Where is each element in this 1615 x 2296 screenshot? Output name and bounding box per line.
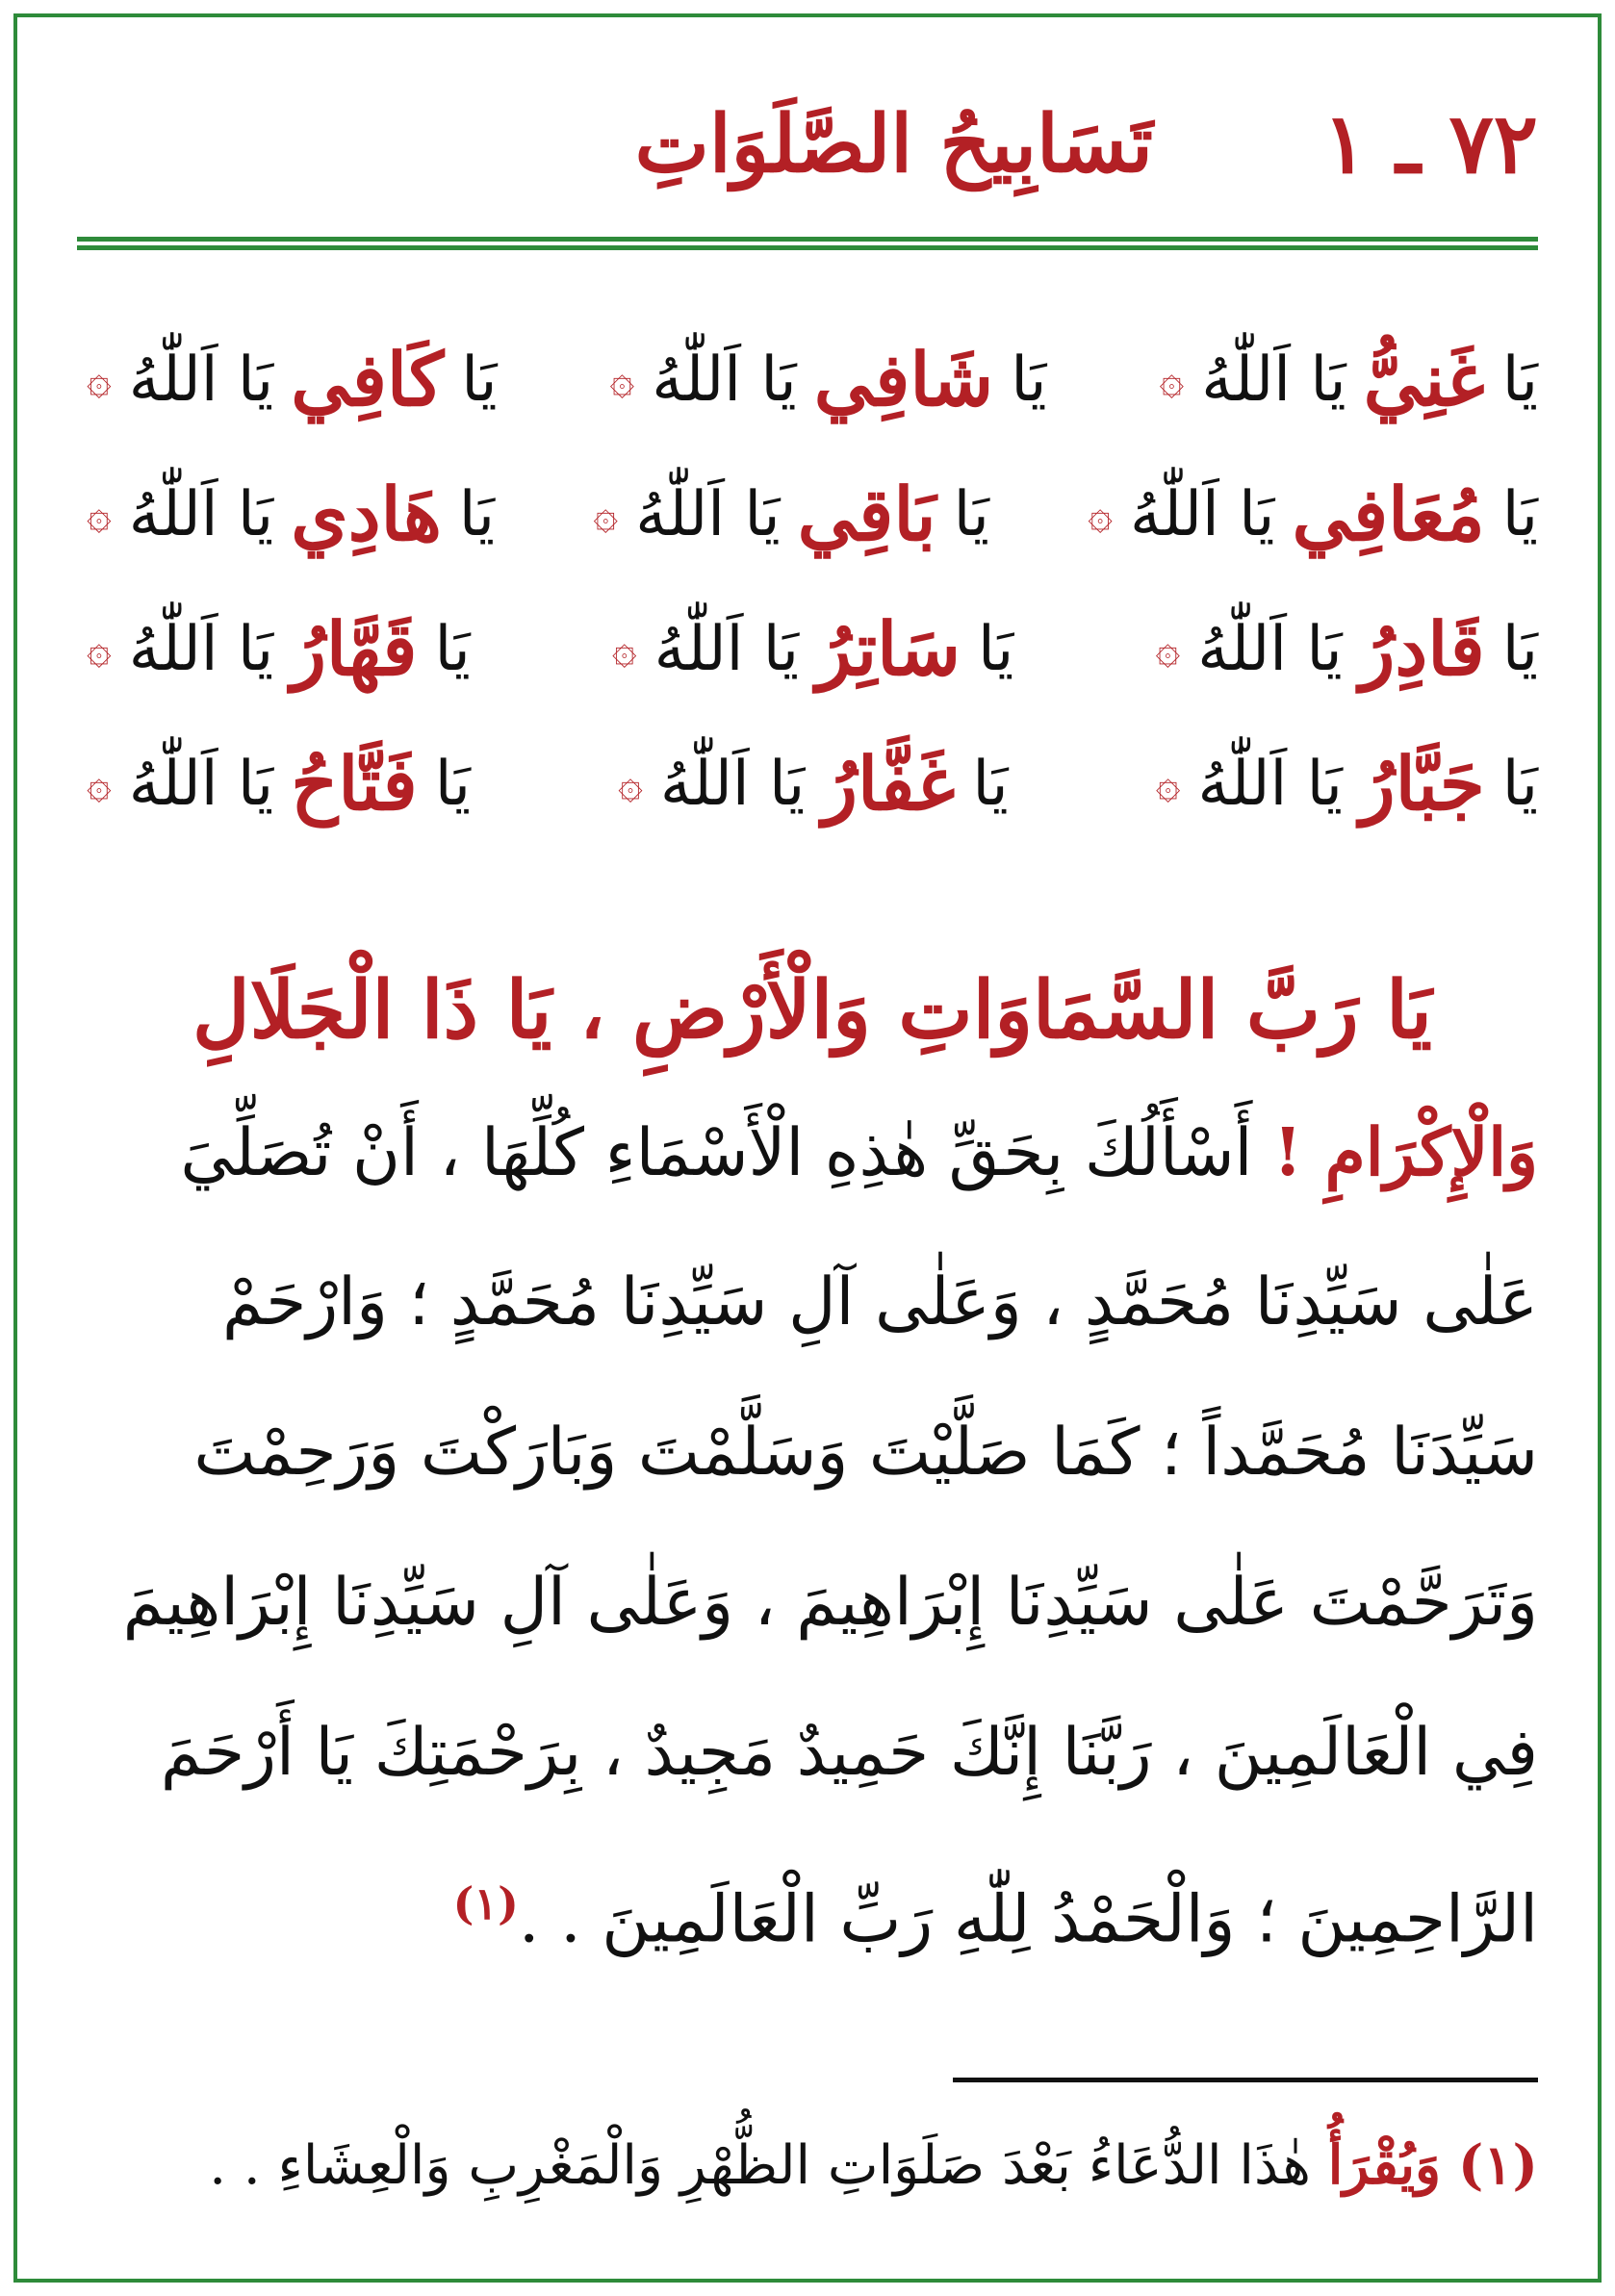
ya-allah: يَا اَللّٰهُ xyxy=(654,614,800,685)
ya-word: يَا xyxy=(434,614,471,685)
footnote-text: هٰذَا الدُّعَاءُ بَعْدَ صَلَوَاتِ الظُّهْرِ وَالْمَغْرِبِ وَالْعِشَاءِ . . xyxy=(209,2134,1311,2197)
footnote-reference: (١) xyxy=(452,1877,519,1929)
line-text: الرَّاحِمِينَ ؛ وَالْحَمْدُ لِلّٰهِ رَبِّ الْعَالَمِينَ . . xyxy=(518,1881,1538,1958)
ya-allah: يَا اَللّٰهُ xyxy=(128,614,274,685)
page-header xyxy=(77,87,1538,202)
rub-el-hizb-icon: ۞ xyxy=(87,490,112,539)
divine-name: سَاتِرُ xyxy=(816,606,961,692)
ya-word: يَا xyxy=(953,479,989,550)
divine-name: قَادِرُ xyxy=(1359,606,1485,692)
ya-word: يَا xyxy=(434,749,472,820)
ya-allah: يَا اَللّٰهُ xyxy=(1130,479,1275,550)
highlighted-phrase: وَالْإِكْرَامِ ! xyxy=(1273,1114,1538,1191)
rub-el-hizb-icon: ۞ xyxy=(609,355,635,404)
rub-el-hizb-icon: ۞ xyxy=(87,625,112,674)
divine-name: غَنِيُّ xyxy=(1363,337,1485,422)
section-number: ٧٢ ـ ١ xyxy=(1322,95,1538,192)
names-line xyxy=(87,717,1538,852)
names-line xyxy=(87,582,1538,717)
ya-allah: يَا اَللّٰهُ xyxy=(652,344,797,416)
ya-allah: يَا اَللّٰهُ xyxy=(659,749,806,820)
text-line: وَتَرَحَّمْتَ عَلٰى سَيِّدِنَا إِبْرَاهِيمَ ، وَعَلٰى آلِ سَيِّدِنَا إِبْرَاهِيمَ xyxy=(122,1565,1538,1641)
rub-el-hizb-icon: ۞ xyxy=(1155,759,1181,808)
ya-word: يَا xyxy=(461,344,498,416)
names-line xyxy=(87,447,1538,582)
text-line xyxy=(77,1828,1538,1978)
text-line: سَيِّدَنَا مُحَمَّداً ؛ كَمَا صَلَّيْتَ وَسَلَّمْتَ وَبَارَكْتَ وَرَحِمْتَ xyxy=(193,1415,1538,1491)
divine-name: كَافِي xyxy=(291,337,445,422)
rub-el-hizb-icon: ۞ xyxy=(1088,490,1114,539)
rub-el-hizb-icon: ۞ xyxy=(611,625,637,674)
rub-el-hizb-icon: ۞ xyxy=(87,759,112,808)
ya-allah: يَا اَللّٰهُ xyxy=(1197,614,1343,685)
divine-name: بَاقِي xyxy=(797,472,936,557)
divine-name: جَبَّارُ xyxy=(1359,741,1485,827)
ya-allah: يَا اَللّٰهُ xyxy=(635,479,781,550)
ya-word: يَا xyxy=(458,479,496,550)
header-divider xyxy=(77,237,1538,252)
ya-word: يَا xyxy=(1011,344,1047,416)
ya-allah: يَا اَللّٰهُ xyxy=(128,479,274,550)
ya-allah: يَا اَللّٰهُ xyxy=(128,344,274,416)
footnote-divider xyxy=(953,2078,1538,2082)
divine-name: فَتَّاحُ xyxy=(291,741,418,827)
ya-allah: يَا اَللّٰهُ xyxy=(1197,749,1343,820)
ya-word: يَا xyxy=(1501,344,1538,416)
rub-el-hizb-icon: ۞ xyxy=(87,355,112,404)
ya-word: يَا xyxy=(1501,479,1538,550)
text-line: فِي الْعَالَمِينَ ، رَبَّنَا إِنَّكَ حَمِيدٌ مَجِيدٌ ، بِرَحْمَتِكَ يَا أَرْحَمَ xyxy=(160,1715,1538,1791)
invocation-heading: يَا رَبَّ السَّمَاوَاتِ وَالْأَرْضِ ، يَا ذَا الْجَلَالِ xyxy=(192,964,1432,1057)
ya-word: يَا xyxy=(978,614,1014,685)
ya-word: يَا xyxy=(1501,614,1538,685)
rub-el-hizb-icon: ۞ xyxy=(1155,625,1181,674)
names-line xyxy=(87,313,1538,447)
divine-name: شَافِي xyxy=(813,337,994,422)
line-text: أَسْأَلُكَ بِحَقِّ هٰذِهِ الْأَسْمَاءِ كُلِّهَا ، أَنْ تُصَلِّيَ xyxy=(180,1115,1253,1191)
ya-word: يَا xyxy=(1501,749,1538,820)
divine-names-block xyxy=(87,313,1538,852)
footnote-keyword: وَيُقْرَأُ xyxy=(1327,2133,1442,2197)
ya-word: يَا xyxy=(972,749,1009,820)
ya-allah: يَا اَللّٰهُ xyxy=(1201,344,1346,416)
divine-name: غَفَّارُ xyxy=(822,741,956,827)
text-line xyxy=(77,1078,1538,1228)
divine-name: مُعَافِي xyxy=(1292,472,1485,557)
divine-name: قَهَّارُ xyxy=(291,606,418,692)
footnote xyxy=(77,2112,1538,2218)
rub-el-hizb-icon: ۞ xyxy=(618,759,643,808)
rub-el-hizb-icon: ۞ xyxy=(1159,355,1185,404)
ya-allah: يَا اَللّٰهُ xyxy=(128,749,274,820)
divine-name: هَادِي xyxy=(291,472,442,557)
footnote-number: (١) xyxy=(1457,2133,1538,2197)
text-line: عَلٰى سَيِّدِنَا مُحَمَّدٍ ، وَعَلٰى آلِ سَيِّدِنَا مُحَمَّدٍ ؛ وَارْحَمْ xyxy=(222,1264,1538,1340)
rub-el-hizb-icon: ۞ xyxy=(593,490,619,539)
supplication-text xyxy=(77,1078,1538,1978)
section-title: تَسَابِيحُ الصَّلَوَاتِ xyxy=(634,98,1153,191)
